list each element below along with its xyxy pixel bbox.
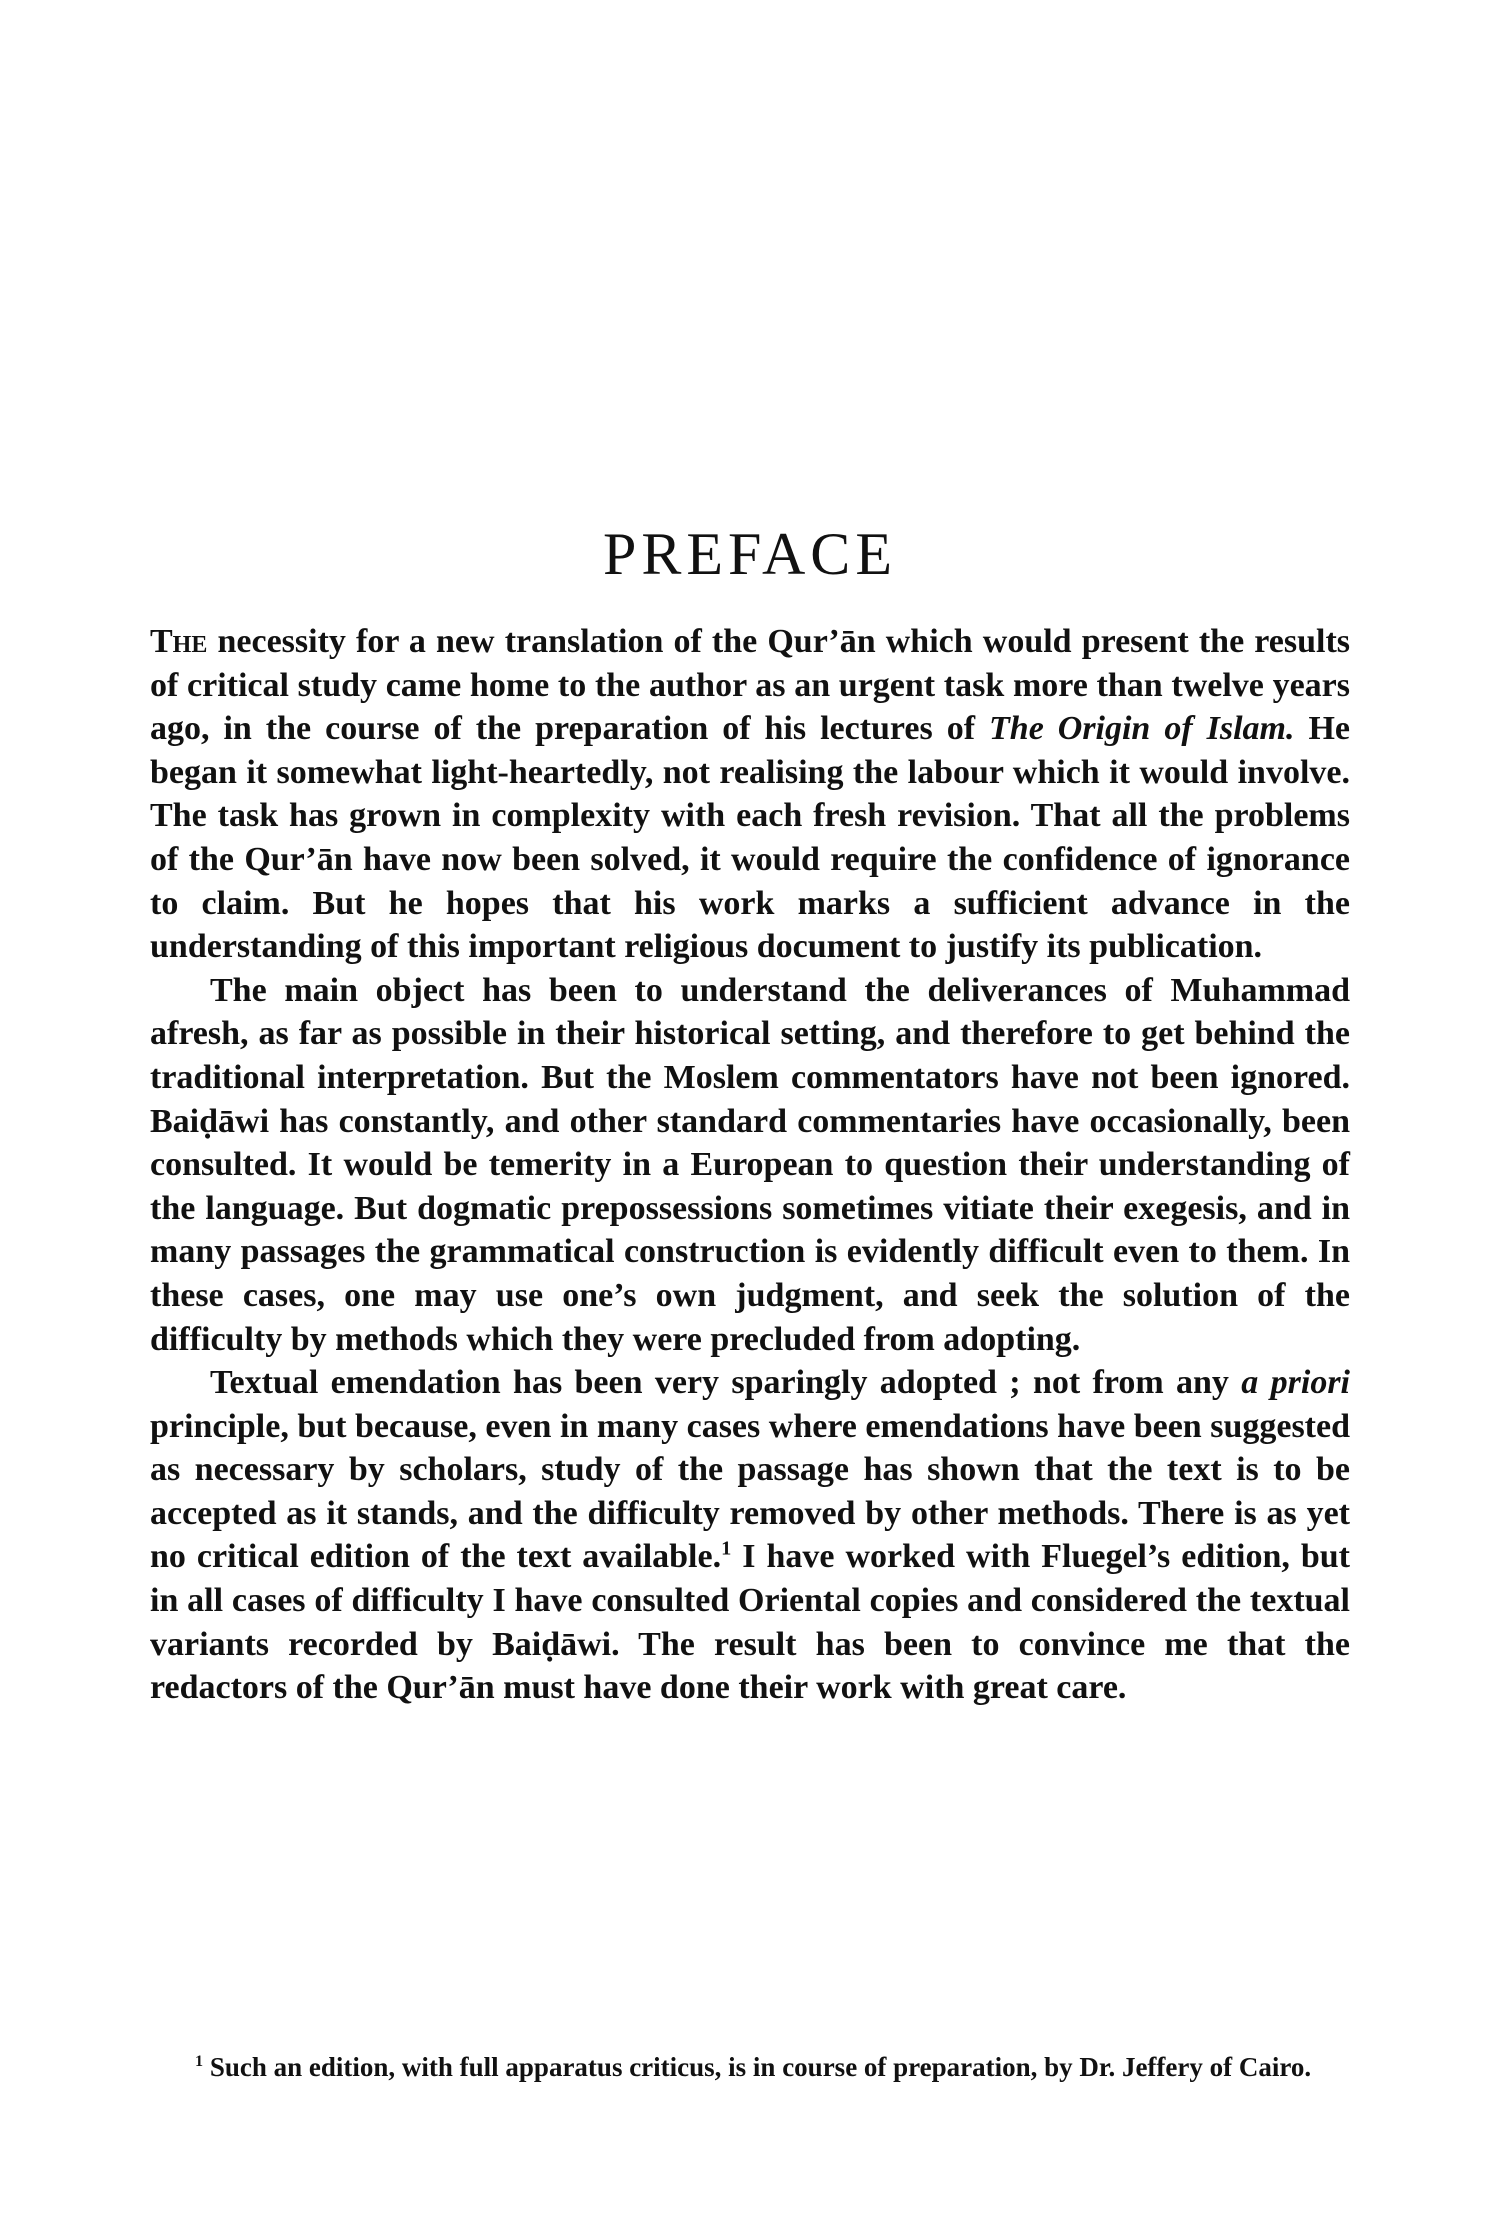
preface-body — [150, 620, 1350, 1710]
paragraph-1 — [150, 620, 1350, 969]
footnote-reference[interactable]: 1 — [721, 1538, 732, 1561]
page-title: PREFACE — [603, 521, 897, 587]
paragraph-text: necessity for a new translation of the Qur’ān which would present the results of critical study came home to the author as an urgent task more than twelve years ago, in the course of the preparation of his lectures of — [150, 623, 1350, 748]
paragraph-text: Textual emendation has been very sparingly adopted ; not from any — [210, 1364, 1242, 1402]
paragraph-text: The main object has been to understand the deliverances of Muhammad afresh, as far as possible in their historical setting, and therefore to get behind the traditional interpretation. But the Moslem commentators have not been ignored. Baiḍāwi has constantly, and other standard commentaries have occasionally, been consulted. It would be temerity in a European to question their understanding of the language. But dogmatic prepossessions sometimes vitiate their exegesis, and in many passages the grammatical construction is evidently difficult even to them. In these cases, one may use one’s own judgment, and seek the solution of the difficulty by methods which they were precluded from adopting. — [150, 971, 1350, 1358]
footnote-marker: 1 — [195, 2052, 204, 2070]
paragraph-text: I have worked with Fluegel’s edition, but in all cases of difficulty I have consulted Oriental copies and considered the textual variants recorded by Baiḍāwi. The result has been to convince me that the redactors of the Qur’ān must have done their work with great care. — [150, 1538, 1351, 1707]
latin-phrase-italic: a priori — [1241, 1364, 1351, 1402]
paragraph-text: He began it somewhat light-heartedly, not realising the labour which it would involve. The task has grown in complexity with each fresh revision. That all the problems of the Qur’ān have now been solved, it would require the confidence of ignorance to claim. But he hopes that his work marks a sufficient advance in the understanding of this important religious document to justify its publication. — [150, 710, 1350, 966]
footnote-1 — [150, 2048, 1350, 2086]
footnote-text: Such an edition, with full apparatus criticus, is in course of preparation, by Dr. Jeffery of Cairo. — [203, 2052, 1312, 2082]
paragraph-lead-word: The — [150, 623, 208, 660]
footnotes — [150, 2048, 1350, 2086]
paragraph-2 — [150, 969, 1350, 1361]
paragraph-text: principle, but because, even in many cases where emendations have been suggested as necessary by scholars, study of the passage has shown that the text is to be accepted as it stands, and the difficulty removed by other methods. There is as yet no critical edition of the text available. — [150, 1407, 1350, 1576]
book-title-italic: The Origin of Islam. — [989, 710, 1295, 748]
book-page — [150, 0, 1350, 2240]
paragraph-3 — [150, 1361, 1350, 1710]
